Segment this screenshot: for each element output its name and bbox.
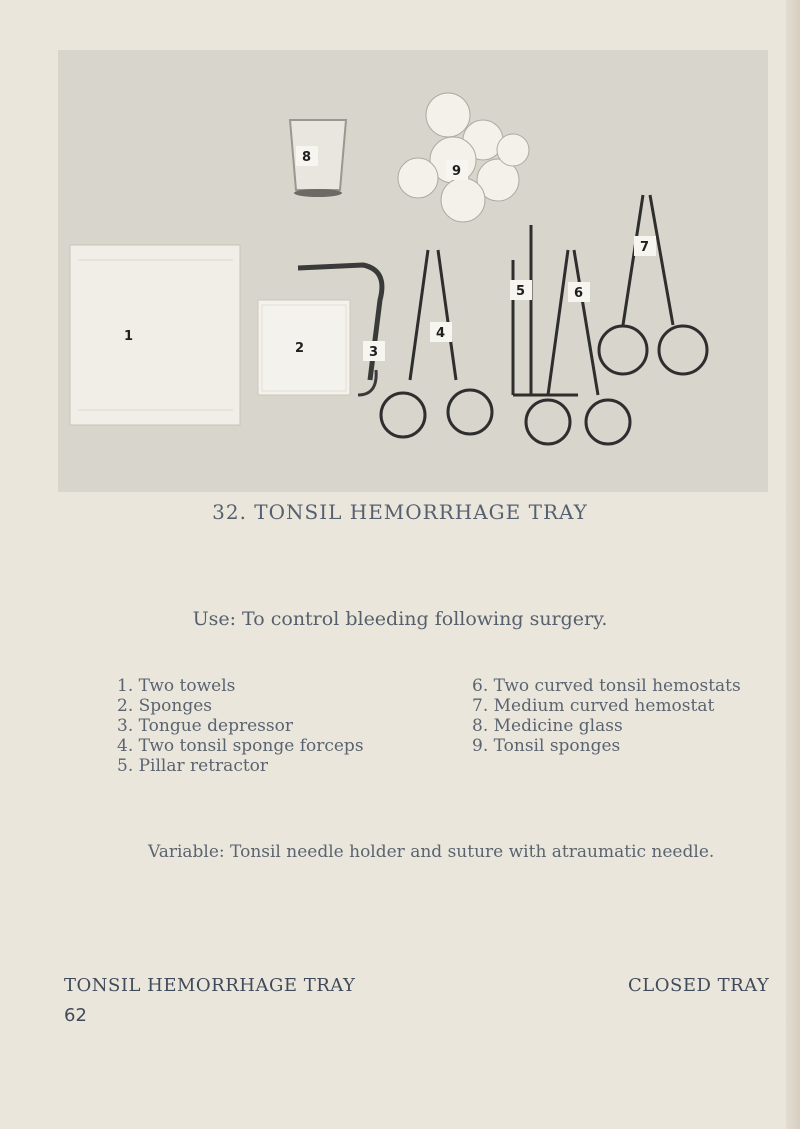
label-2: 2: [295, 341, 305, 356]
towels-illustration: [70, 245, 240, 425]
list-item: 2. Sponges: [117, 696, 213, 716]
list-item: 5. Pillar retractor: [117, 756, 269, 776]
list-item: 8. Medicine glass: [472, 716, 623, 736]
variable-note: Variable: Tonsil needle holder and suture with atraumatic needle.: [148, 842, 715, 862]
list-item: 6. Two curved tonsil hemostats: [472, 676, 741, 696]
label-9: 9: [452, 164, 462, 179]
item-list-left: [117, 676, 364, 776]
label-5: 5: [516, 284, 526, 299]
footer-tray-type: CLOSED TRAY: [628, 975, 770, 996]
use-description: Use: To control bleeding following surgery.: [192, 608, 608, 630]
item-list-right: [472, 676, 741, 756]
label-3: 3: [369, 345, 379, 360]
page-number: 62: [64, 1005, 87, 1026]
label-1: 1: [124, 329, 134, 344]
list-item: 9. Tonsil sponges: [472, 736, 621, 756]
list-item: 3. Tongue depressor: [117, 716, 293, 736]
label-8: 8: [302, 150, 312, 165]
list-item: 1. Two towels: [117, 676, 236, 696]
footer-title: TONSIL HEMORRHAGE TRAY: [64, 975, 356, 996]
list-item: 7. Medium curved hemostat: [472, 696, 715, 716]
list-item: 4. Two tonsil sponge forceps: [117, 736, 364, 756]
tray-photograph: [58, 50, 768, 492]
label-7: 7: [640, 240, 650, 255]
page-edge: [786, 0, 800, 1129]
label-4: 4: [436, 326, 446, 341]
figure-caption: 32. TONSIL HEMORRHAGE TRAY: [212, 500, 588, 524]
label-6: 6: [574, 286, 584, 301]
